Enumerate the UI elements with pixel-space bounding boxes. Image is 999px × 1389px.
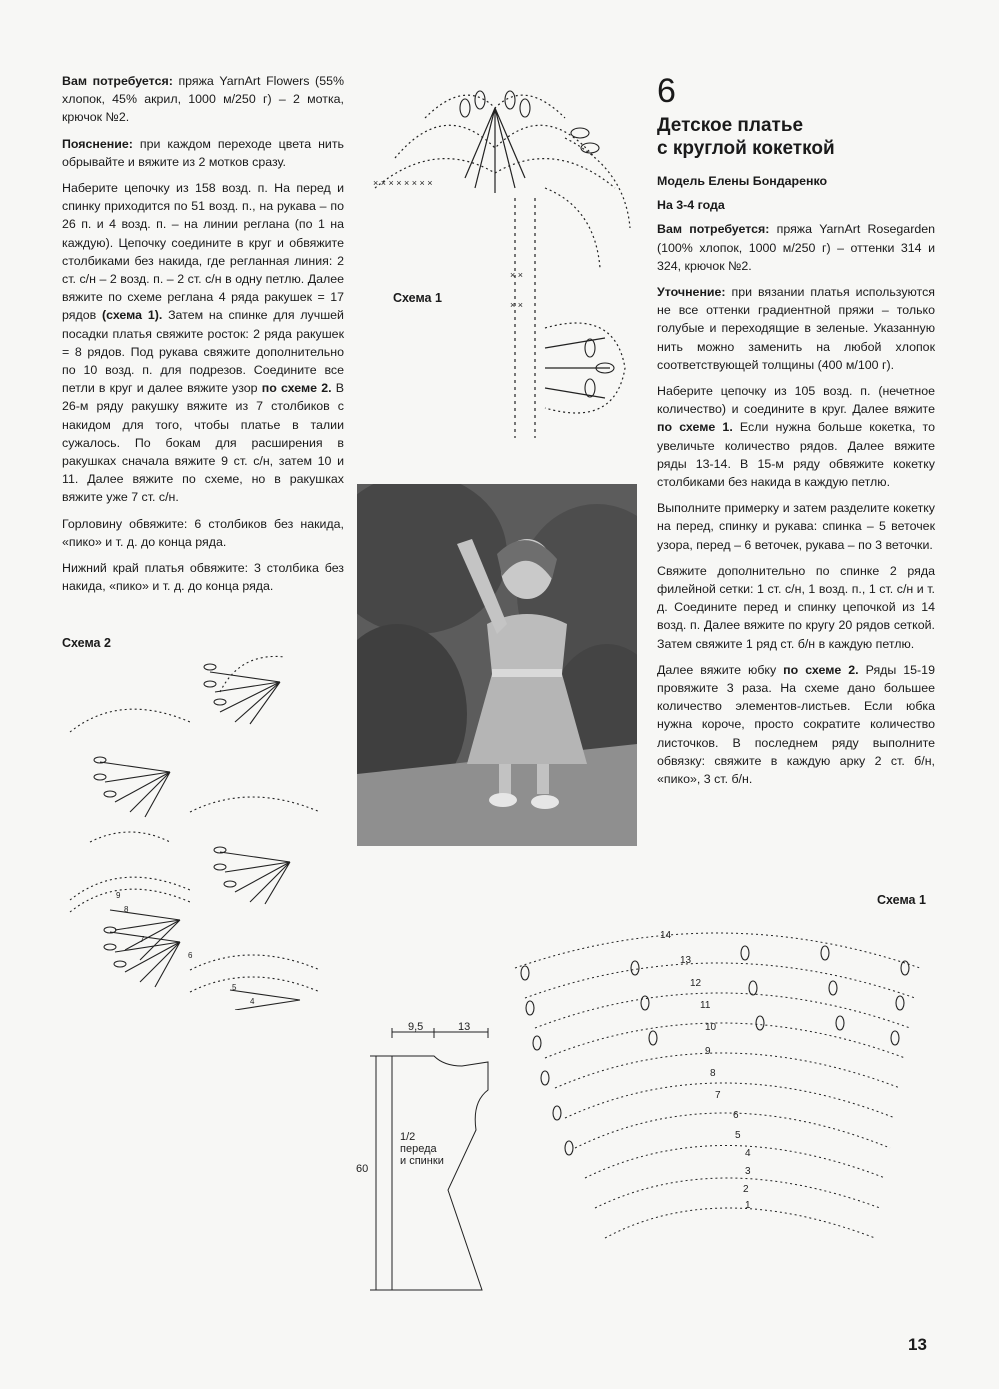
svg-text:3: 3	[745, 1166, 751, 1177]
svg-text:4: 4	[250, 997, 255, 1006]
svg-text:7: 7	[140, 935, 145, 944]
note-paragraph: Пояснение: при каждом переходе цвета нить обрывайте и вяжите из 2 мотков сразу.	[62, 136, 344, 169]
neckline-paragraph: Горловину обвяжите: 6 столбиков без накида, «пико» и т. д. до конца ряда.	[62, 516, 344, 549]
svg-text:5: 5	[735, 1130, 741, 1141]
right-text-column	[657, 72, 935, 796]
svg-text:× ×: × ×	[510, 270, 524, 280]
scheme1-raglan-diagram	[365, 78, 645, 450]
svg-text:14: 14	[660, 930, 672, 941]
svg-text:8: 8	[710, 1068, 716, 1079]
svg-text:2: 2	[743, 1184, 749, 1195]
svg-text:9: 9	[705, 1046, 711, 1057]
svg-text:1/2: 1/2	[400, 1131, 416, 1143]
scheme1-bottom-label: Схема 1	[877, 893, 926, 907]
svg-text:60: 60	[356, 1163, 369, 1175]
svg-text:× × × × × × × ×: × × × × × × × ×	[373, 178, 433, 188]
svg-text:и спинки: и спинки	[400, 1155, 444, 1167]
svg-text:6: 6	[733, 1110, 739, 1121]
hem-paragraph: Нижний край платья обвяжите: 3 столбика без накида, «пико» и т. д. до конца ряда.	[62, 561, 344, 594]
svg-text:5: 5	[232, 983, 237, 992]
svg-text:7: 7	[715, 1090, 721, 1101]
svg-text:13: 13	[458, 1021, 471, 1033]
scheme1-yoke-diagram	[505, 908, 930, 1288]
model-author: Модель Елены Бондаренко	[657, 174, 828, 188]
pattern-number: 6	[657, 72, 676, 110]
instructions-paragraph: Наберите цепочку из 158 возд. п. На перед и спинку приходится по 51 возд. п., на рукава – по 26 п. и 4 возд. п. – на линии реглана (по 1 на каждую). Цепочку соедините в круг и обвяжите столбиками без накида, где регланная линия: 2 ст. с/н – 2 возд. п. – 2 ст. с/н в одну петлю. Далее вяжите по схеме реглана 4 ряда ракушек = 17 рядов (схема 1). Затем на спинке для лучшей посадки платья свяжите росток: 2 ряда ракушек = 8 рядов. Под рукава свяжите дополнительно по 10 возд. п. для подрезов. Соедините все петли в круг и далее вяжите узор по схеме 2. В 26-м ряду ракушку вяжите из 7 столбиков с накидом для того, чтобы платье в талии сужалось. По бокам для расширения в ракушках сначала вяжите 9 ст. с/н, затем 10 и 11. Далее вяжите по схеме, но в ракушках вяжите уже 7 ст. с/н.	[62, 181, 344, 505]
mesh-paragraph: Свяжите дополнительно по спинке 2 ряда филейной сетки: 1 ст. с/н, 1 возд. п., 1 ст. с/н и т. д. Соедините перед и спинку цепочкой из 14 возд. п. Далее вяжите по кругу 20 рядов сеткой. Затем свяжите 1 ряд ст. б/н в каждую петлю.	[657, 563, 935, 651]
materials-paragraph: Вам потребуется: пряжа YarnArt Flowers (55% хлопок, 45% акрил, 1000 м/250 г) – 2 мотка, крючок №2.	[62, 74, 344, 125]
svg-text:12: 12	[690, 978, 702, 989]
page-number: 13	[908, 1335, 927, 1354]
article-title: Детское платье с круглой кокеткой	[657, 115, 835, 159]
yoke-paragraph: Наберите цепочку из 105 возд. п. (нечетное количество) и соедините в круг. Далее вяжите по схеме 1. Если нужна больше кокетка, то увеличьте количество рядов. Далее вяжите ряды 13-14. В 15-м ряду обвяжите кокетку столбиками без накида в каждую петлю.	[657, 384, 935, 490]
dress-photo	[357, 484, 637, 846]
svg-text:9: 9	[116, 891, 121, 900]
size-age: На 3-4 года	[657, 198, 725, 213]
svg-text:переда: переда	[400, 1143, 437, 1155]
svg-text:× ×: × ×	[510, 300, 524, 310]
fitting-paragraph: Выполните примерку и затем разделите кокетку на перед, спинку и рукава: спинка – 5 веточек узора, перед – 6 веточек, рукава – по 3 веточки.	[657, 501, 935, 552]
left-text-column	[62, 72, 344, 603]
svg-text:8: 8	[124, 905, 129, 914]
clarification-paragraph: Уточнение: при вязании платья используются не все оттенки градиентной пряжи – только голубые и переходящие в зеленые. Указанную нить можно заменить на любой хлопок соответствующей толщины (400 м/100 г).	[657, 285, 935, 372]
svg-text:6: 6	[188, 951, 193, 960]
svg-text:10: 10	[705, 1022, 717, 1033]
dress-pattern-piece	[352, 1020, 502, 1305]
scheme2-shell-diagram-bottom	[60, 860, 330, 1010]
skirt-paragraph: Далее вяжите юбку по схеме 2. Ряды 15-19 провяжите 3 раза. На схеме дано большее количество элементов-листьев. Если юбка нужна короче, просто сократите количество листочков. В последнем ряду выполните обвязку: свяжите в каждую арку 2 ст. б/н, «пико», 3 ст. б/н.	[657, 662, 935, 787]
svg-text:4: 4	[745, 1148, 751, 1159]
materials-paragraph-2: Вам потребуется: пряжа YarnArt Rosegarden (100% хлопок, 1000 м/250 г) – оттенки 314 и 324, крючок №2.	[657, 222, 935, 273]
scheme2-label: Схема 2	[62, 636, 111, 650]
svg-text:1: 1	[745, 1200, 751, 1211]
scheme1-top-label: Схема 1	[393, 291, 442, 305]
svg-text:13: 13	[680, 955, 692, 966]
svg-text:9,5: 9,5	[408, 1021, 424, 1033]
svg-text:11: 11	[700, 1000, 711, 1011]
